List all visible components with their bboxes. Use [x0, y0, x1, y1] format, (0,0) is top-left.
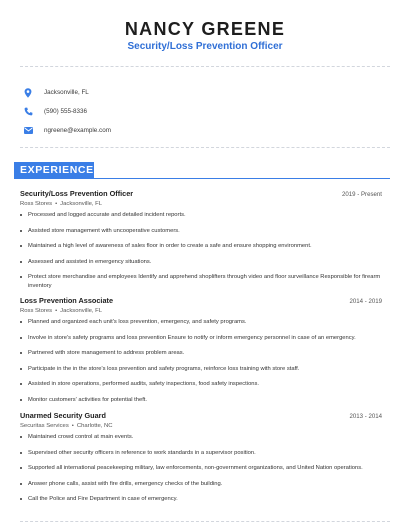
job-company-line: [20, 423, 382, 429]
job-bullets: [20, 433, 382, 504]
bullet-item: Assisted store management with uncooperative customers.: [20, 227, 382, 236]
bullet-item: Maintained crowd control at main events.: [20, 433, 382, 442]
section-heading-experience: EXPERIENCE: [14, 162, 94, 179]
job-entry: [20, 411, 382, 511]
separator-dot: •: [55, 308, 58, 314]
contact-phone: [23, 102, 111, 121]
bullet-item: Processed and logged accurate and detailed incident reports.: [20, 211, 382, 220]
job-dates: 2013 - 2014: [349, 413, 382, 420]
job-title: Security/Loss Prevention Officer: [20, 189, 134, 198]
contact-email: [23, 121, 111, 140]
separator-dot: •: [55, 201, 58, 207]
phone-icon: [23, 107, 33, 117]
divider-contact: [20, 147, 390, 148]
job-bullets: [20, 211, 382, 290]
bullet-item: Involve in store's safety programs and loss prevention Ensure to notify or inform emergency personnel in case of an emergency.: [20, 334, 382, 343]
contact-email-text: ngreene@example.com: [44, 127, 111, 134]
job-company-line: [20, 201, 382, 207]
job-title: Loss Prevention Associate: [20, 296, 113, 305]
separator-dot: •: [71, 423, 74, 429]
contact-location: [23, 83, 111, 102]
job-dates: 2019 - Present: [342, 191, 382, 198]
job-entry: [20, 296, 382, 411]
divider-bottom: [20, 521, 390, 522]
bullet-item: Partnered with store management to address problem areas.: [20, 349, 382, 358]
job-company: Ross Stores: [20, 308, 53, 314]
job-company: Ross Stores: [20, 201, 53, 207]
bullet-item: Supported all international peacekeeping military, law enforcements, non-government organizations, and United Nation operations.: [20, 464, 382, 473]
bullet-item: Participate in the in the store's loss prevention and safety programs, reinforce loss training with store staff.: [20, 365, 382, 374]
bullet-item: Call the Police and Fire Department in case of emergency.: [20, 495, 382, 504]
email-icon: [23, 126, 33, 136]
job-header: [20, 411, 382, 420]
divider-top: [20, 66, 390, 67]
job-location: Jacksonville, FL: [60, 201, 103, 207]
contact-location-text: Jacksonville, FL: [44, 89, 89, 96]
bullet-item: Protect store merchandise and employees Identify and apprehend shoplifters through video and floor surveillance Responsible for firearm inventory: [20, 273, 382, 290]
job-header: [20, 296, 382, 305]
bullet-item: Monitor customers' activities for potential theft.: [20, 396, 382, 405]
job-dates: 2014 - 2019: [349, 298, 382, 305]
job-bullets: [20, 318, 382, 404]
job-company-line: [20, 308, 382, 314]
contact-phone-text: (590) 555-8336: [44, 108, 88, 115]
bullet-item: Maintained a high level of awareness of sales floor in order to create a safe and ensure shopping environment.: [20, 242, 382, 251]
bullet-item: Assisted in store operations, performed audits, safety inspections, food safety inspections.: [20, 380, 382, 389]
candidate-name: NANCY GREENE: [124, 19, 286, 39]
section-heading-rule: [14, 178, 390, 179]
bullet-item: Assessed and assisted in emergency situations.: [20, 258, 382, 267]
job-location: Charlotte, NC: [76, 423, 113, 429]
job-header: [20, 189, 382, 198]
location-pin-icon: [23, 88, 33, 98]
job-entry: [20, 189, 382, 297]
job-title-header: Security/Loss Prevention Officer: [127, 41, 283, 52]
bullet-item: Planned and organized each unit's loss prevention, emergency, and safety programs.: [20, 318, 382, 327]
job-location: Jacksonville, FL: [60, 308, 103, 314]
job-company: Securitas Services: [20, 423, 69, 429]
bullet-item: Answer phone calls, assist with fire drills, emergency checks of the building.: [20, 480, 382, 489]
job-title: Unarmed Security Guard: [20, 411, 106, 420]
contact-section: [23, 83, 111, 140]
bullet-item: Supervised other security officers in reference to work standards in a supervisor position.: [20, 449, 382, 458]
